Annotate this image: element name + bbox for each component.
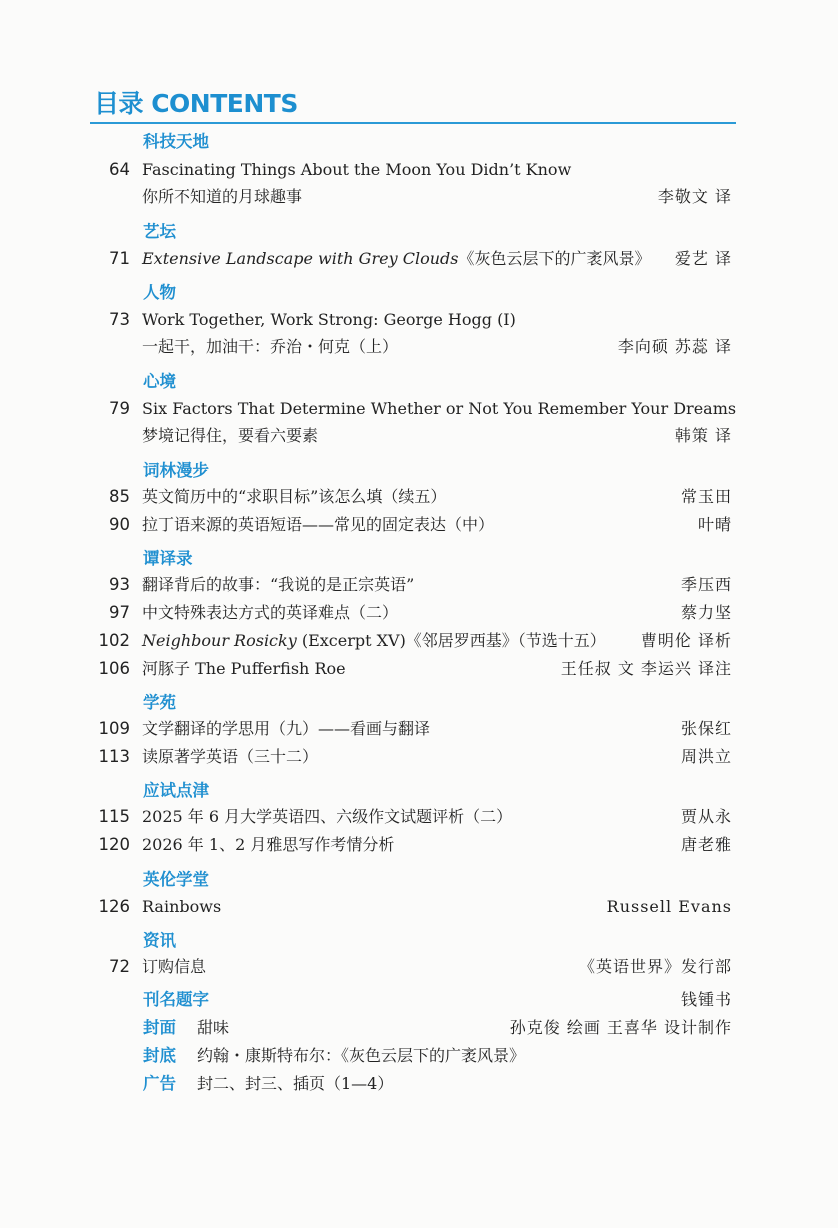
toc-entry[interactable]	[90, 894, 732, 920]
toc-entry[interactable]	[90, 334, 732, 360]
toc-entry[interactable]	[90, 396, 737, 422]
entry-title-text: 拉丁语来源的英语短语——常见的固定表达（中）	[142, 515, 495, 534]
masthead-author: 钱锺书	[680, 990, 732, 1009]
entry-title-text: 英文简历中的“求职目标”该怎么填（续五）	[142, 487, 447, 506]
entry-page-number: 97	[109, 603, 130, 622]
back-cover-row	[90, 1043, 732, 1069]
ads-text: 封二、封三、插页（1—4）	[197, 1074, 394, 1093]
entry-author: 曹明伦 译析	[640, 631, 732, 650]
section-heading: 词林漫步	[143, 461, 209, 480]
entry-page-number: 93	[109, 575, 130, 594]
entry-title	[142, 334, 398, 360]
entry-page-number: 113	[98, 747, 130, 766]
entry-title-text: 《灰色云层下的广袤风景》	[458, 249, 651, 268]
toc-entry[interactable]	[90, 832, 732, 858]
entry-page-number: 102	[98, 631, 130, 650]
section-heading: 应试点津	[143, 781, 209, 800]
section-heading: 学苑	[143, 693, 176, 712]
entry-page-number: 106	[98, 659, 130, 678]
toc-entry[interactable]	[90, 744, 732, 770]
entry-author: 常玉田	[680, 487, 732, 506]
entry-title	[142, 423, 318, 449]
entry-author: Russell Evans	[606, 897, 732, 916]
section-heading: 谭译录	[143, 549, 193, 568]
entry-title-italic: Neighbour Rosicky	[142, 631, 297, 650]
entry-title	[142, 894, 221, 920]
cover-row	[90, 1015, 732, 1041]
title-underline	[90, 122, 736, 124]
entry-title-text: 2025 年 6 月大学英语四、六级作文试题评析（二）	[142, 807, 513, 826]
toc-entry[interactable]	[90, 572, 732, 598]
back-cover-label: 封底	[143, 1046, 176, 1065]
entry-title	[142, 512, 494, 538]
entry-author: 李向硕 苏蕊 译	[617, 337, 732, 356]
entry-title	[142, 307, 516, 333]
toc-entry[interactable]	[90, 246, 732, 272]
entry-title	[142, 716, 430, 742]
ads-label: 广告	[143, 1074, 176, 1093]
entry-page-number: 90	[109, 515, 130, 534]
entry-title	[142, 628, 606, 654]
toc-entry[interactable]	[90, 184, 732, 210]
entry-title-text: 河豚子 The Pufferfish Roe	[142, 659, 346, 678]
toc-entry[interactable]	[90, 307, 732, 333]
entry-title-text: 读原著学英语（三十二）	[142, 747, 319, 766]
toc-entry[interactable]	[90, 804, 732, 830]
ads-row	[90, 1071, 732, 1097]
back-cover-text: 约翰・康斯特布尔：《灰色云层下的广袤风景》	[197, 1046, 526, 1065]
entry-title	[142, 246, 650, 272]
section-heading: 科技天地	[143, 132, 209, 151]
entry-title-text: Six Factors That Determine Whether or Not You Remember Your Dreams	[142, 399, 737, 418]
entry-page-number: 71	[109, 249, 130, 268]
entry-title-text: 一起干，加油干：乔治・何克（上）	[142, 337, 399, 356]
entry-title-text: Fascinating Things About the Moon You Didn’t Know	[142, 160, 572, 179]
entry-title-text: Rainbows	[142, 897, 222, 916]
toc-entry[interactable]	[90, 716, 732, 742]
entry-title	[142, 744, 318, 770]
entry-title	[142, 572, 414, 598]
entry-page-number: 115	[98, 807, 130, 826]
toc-entry[interactable]	[90, 512, 732, 538]
entry-title-text: 梦境记得住，要看六要素	[142, 426, 319, 445]
section-heading: 英伦学堂	[143, 870, 209, 889]
entry-title	[142, 157, 571, 183]
toc-entry[interactable]	[90, 157, 732, 183]
entry-page-number: 120	[98, 835, 130, 854]
entry-author: 贾从永	[680, 807, 732, 826]
entry-author: 叶晴	[697, 515, 732, 534]
toc-entry[interactable]	[90, 656, 732, 682]
cover-label: 封面	[143, 1018, 176, 1037]
entry-page-number: 73	[109, 310, 130, 329]
entry-author: 《英语世界》发行部	[578, 957, 732, 976]
cover-author: 孙克俊 绘画 王喜华 设计制作	[509, 1018, 732, 1037]
cover-text: 甜味	[197, 1018, 230, 1037]
entry-title	[142, 184, 302, 210]
entry-title	[142, 804, 512, 830]
toc-entry[interactable]	[90, 423, 732, 449]
entry-author: 季压西	[680, 575, 732, 594]
masthead-row	[90, 987, 732, 1013]
entry-page-number: 72	[109, 957, 130, 976]
entry-title-text: 2026 年 1、2 月雅思写作考情分析	[142, 835, 395, 854]
section-heading: 资讯	[143, 931, 176, 950]
entry-author: 周洪立	[680, 747, 732, 766]
entry-author: 李敬文 译	[657, 187, 732, 206]
entry-page-number: 79	[109, 399, 130, 418]
entry-author: 韩策 译	[674, 426, 732, 445]
entry-page-number: 64	[109, 160, 130, 179]
entry-title	[142, 954, 206, 980]
toc-entry[interactable]	[90, 600, 732, 626]
section-heading: 艺坛	[143, 222, 176, 241]
entry-author: 蔡力坚	[680, 603, 732, 622]
entry-title	[142, 484, 446, 510]
page-title: 目录 CONTENTS	[94, 89, 298, 118]
entry-title	[142, 396, 736, 422]
entry-author: 爱艺 译	[674, 249, 732, 268]
entry-title-text: Work Together, Work Strong: George Hogg (I)	[142, 310, 516, 329]
entry-page-number: 85	[109, 487, 130, 506]
entry-title-text: 你所不知道的月球趣事	[142, 187, 303, 206]
entry-title-italic: Extensive Landscape with Grey Clouds	[142, 249, 459, 268]
entry-title	[142, 832, 394, 858]
entry-title	[142, 656, 346, 682]
entry-page-number: 126	[98, 897, 130, 916]
entry-page-number: 109	[98, 719, 130, 738]
entry-title-text: 文学翻译的学思用（九）——看画与翻译	[142, 719, 431, 738]
entry-author: 张保红	[680, 719, 732, 738]
toc-entry[interactable]	[90, 484, 732, 510]
section-heading: 人物	[143, 283, 176, 302]
section-heading: 心境	[143, 372, 176, 391]
entry-author: 王任叔 文 李运兴 译注	[560, 659, 732, 678]
toc-entry[interactable]	[90, 628, 732, 654]
entry-title	[142, 600, 398, 626]
toc-entry[interactable]	[90, 954, 732, 980]
entry-author: 唐老雅	[680, 835, 732, 854]
entry-title-text: 翻译背后的故事：“我说的是正宗英语”	[142, 575, 415, 594]
entry-title-text: (Excerpt XV)《邻居罗西基》（节选十五）	[296, 631, 606, 650]
entry-title-text: 中文特殊表达方式的英译难点（二）	[142, 603, 399, 622]
masthead-label: 刊名题字	[143, 990, 209, 1009]
entry-title-text: 订购信息	[142, 957, 207, 976]
